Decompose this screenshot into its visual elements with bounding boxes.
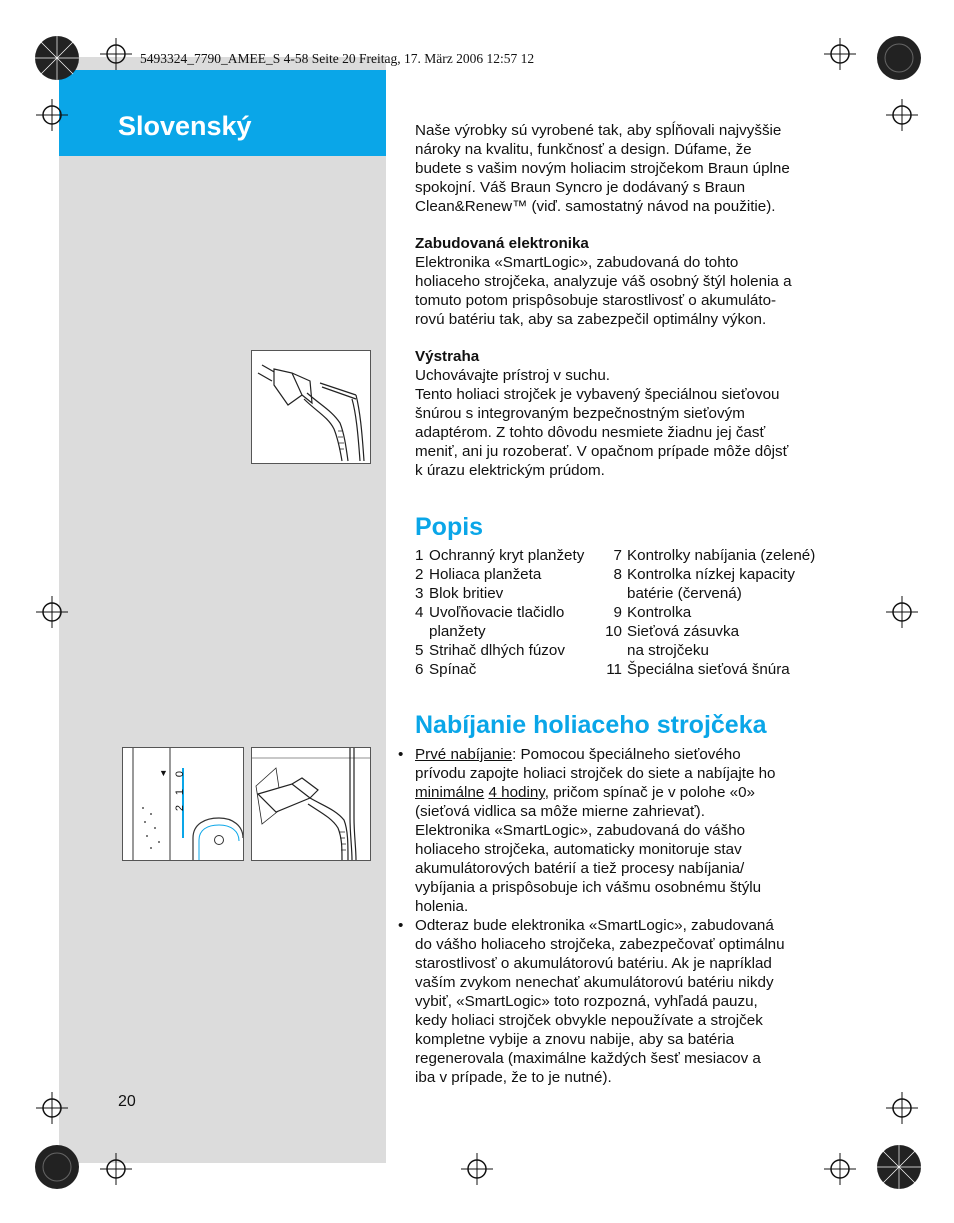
intro-line: spokojní. Váš Braun Syncro je dodávaný s Braun — [415, 179, 746, 196]
list-item: • Odteraz bude elektronika «SmartLogic», zabudovaná do vášho holiaceho strojčeka, zabezpečovať optimálnu starostlivosť o akumulátorovú batériu. Ak je napríklad vaším zvykom nenechať akumulátorovú batériu nikdy vybiť, «SmartLogic» toto rozpozná, vyhľadá pauzu, kedy holiaci strojček obvykle nepoužívate a strojček kompletne vybije a znovu nabije, aby sa batéria regenerovala (maximálne každých šesť mesiacov a iba v prípade, že to je nutné). — [398, 917, 785, 1086]
list-item-continuation — [415, 622, 584, 641]
switch-label-2: 2 — [174, 804, 187, 812]
warning-line: Uchovávajte prístroj v suchu. — [415, 367, 610, 384]
crosshair-icon — [36, 1092, 68, 1124]
minimum-label: minimálne — [415, 784, 485, 801]
plug-socket-figure — [251, 747, 371, 861]
hours-label: 4 hodiny — [488, 784, 545, 801]
list-item: • Prvé nabíjanie: Pomocou špeciálneho sieťového prívodu zapojte holiaci strojček do siete a nabíjajte ho minimálne 4 hodiny, pričom spínač je v polohe «0» (sieťová vidlica sa môže mierne zahrievať). Elektronika «SmartLogic», zabudovaná do vášho holiaceho strojčeka, automaticky monitoruje stav akumulátorových batérií a tiež procesy nabíjania/ vybíjania a prispôsobuje ich vášmu osobnému štýlu holenia. — [398, 746, 776, 915]
switch-label-1: 1 — [174, 788, 187, 796]
intro-paragraph — [415, 121, 845, 216]
list-item — [415, 565, 584, 584]
electronics-line: rovú batériu tak, aby sa zabezpečil optimálny výkon. — [415, 311, 767, 328]
item-text: planžety — [429, 623, 486, 640]
warning-line: šnúrou s integrovaným bezpečnostným sieťovým — [415, 405, 745, 422]
main-text-column — [415, 121, 845, 498]
crosshair-icon — [824, 1153, 856, 1185]
item-number: 1 — [415, 547, 424, 564]
warning-line: k úrazu elektrickým prúdom. — [415, 462, 605, 479]
item-text: Blok britiev — [429, 585, 504, 602]
language-title: Slovenský — [118, 111, 252, 141]
plug-socket-icon — [252, 748, 370, 860]
popis-title: Popis — [415, 513, 484, 541]
warning-line: meniť, ani ju rozoberať. V opačnom prípade môže dôjsť — [415, 443, 789, 460]
list-item — [598, 660, 815, 679]
item-number: 11 — [606, 661, 622, 678]
left-sidebar-panel — [59, 57, 386, 1163]
list-item-continuation — [598, 641, 815, 660]
crosshair-icon — [461, 1153, 493, 1185]
registration-circle-icon — [27, 1137, 87, 1197]
item-text: Uvoľňovacie tlačidlo — [429, 604, 565, 621]
item-number: 8 — [613, 566, 622, 583]
list-item — [598, 546, 815, 565]
warning-heading: Výstraha — [415, 348, 480, 365]
item-text: Kontrolka — [627, 604, 692, 621]
charging-instructions — [398, 745, 848, 1087]
first-charge-label: Prvé nabíjanie — [415, 746, 513, 763]
item-text: Holiaca planžeta — [429, 566, 542, 583]
charging-title: Nabíjanie holiaceho strojčeka — [415, 711, 767, 739]
item-number: 4 — [415, 604, 424, 621]
item-text: na strojčeku — [627, 642, 709, 659]
item-number: 6 — [415, 661, 424, 678]
list-item — [598, 565, 815, 584]
crosshair-icon — [824, 38, 856, 70]
intro-line: nároky na kvalitu, funkčnosť a design. Dúfame, že — [415, 141, 752, 158]
list-item — [415, 584, 584, 603]
item-number: 9 — [613, 604, 622, 621]
list-item — [415, 546, 584, 565]
registration-circle-icon — [869, 1137, 929, 1197]
electronics-heading: Zabudovaná elektronika — [415, 235, 589, 252]
list-item — [598, 603, 815, 622]
crosshair-icon — [886, 1092, 918, 1124]
crosshair-icon — [100, 1153, 132, 1185]
warning-section — [415, 347, 845, 480]
crosshair-icon — [100, 38, 132, 70]
crosshair-icon — [886, 99, 918, 131]
item-text: Špeciálna sieťová šnúra — [627, 661, 790, 678]
item-text: Ochranný kryt planžety — [429, 547, 585, 564]
item-number: 5 — [415, 642, 424, 659]
plug-cord-figure — [251, 350, 371, 464]
crosshair-icon — [36, 596, 68, 628]
list-item — [415, 603, 584, 622]
electronics-line: Elektronika «SmartLogic», zabudovaná do tohto — [415, 254, 739, 271]
intro-line: budete s vašim novým holiacim strojčekom Braun úplne — [415, 160, 790, 177]
list-item — [415, 660, 584, 679]
item-number: 10 — [605, 623, 622, 640]
bullet: • — [398, 746, 404, 763]
list-item — [598, 622, 815, 641]
registration-circle-icon — [27, 28, 87, 88]
page-number: 20 — [118, 1093, 136, 1110]
item-number: 3 — [415, 585, 424, 602]
electronics-section — [415, 234, 845, 329]
switch-label-0: 0 — [174, 770, 187, 778]
crosshair-icon — [886, 596, 918, 628]
list-item — [415, 641, 584, 660]
item-text: batérie (červená) — [627, 585, 742, 602]
warning-line: adaptérom. Z tohto dôvodu nesmiete žiadnu jej časť — [415, 424, 766, 441]
bullet: • — [398, 917, 404, 934]
popis-right-column — [598, 546, 815, 679]
intro-line: Naše výrobky sú vyrobené tak, aby spĺňovali najvyššie — [415, 122, 782, 139]
item-number: 2 — [415, 566, 424, 583]
crosshair-icon — [36, 99, 68, 131]
switch-position-figure — [122, 747, 244, 861]
electronics-line: tomuto potom prispôsobuje starostlivosť o akumuláto- — [415, 292, 777, 309]
switch-arrow: ▼ — [159, 768, 168, 778]
item-text: Sieťová zásuvka — [627, 623, 740, 640]
item-text: Strihač dlhých fúzov — [429, 642, 565, 659]
registration-circle-icon — [869, 28, 929, 88]
warning-line: Tento holiaci strojček je vybavený špeciálnou sieťovou — [415, 386, 780, 403]
electronics-line: holiaceho strojčeka, analyzuje váš osobný štýl holenia a — [415, 273, 792, 290]
list-item-continuation — [598, 584, 815, 603]
item-text: Kontrolka nízkej kapacity — [627, 566, 795, 583]
intro-line: Clean&Renew™ (viď. samostatný návod na použitie). — [415, 198, 776, 215]
item-text: Kontrolky nabíjania (zelené) — [627, 547, 816, 564]
plug-cord-icon — [252, 351, 370, 463]
item-number: 7 — [613, 547, 622, 564]
item-text: Spínač — [429, 661, 477, 678]
popis-left-column — [415, 546, 584, 679]
print-header-line: 5493324_7790_AMEE_S 4-58 Seite 20 Freitag, 17. März 2006 12:57 12 — [140, 51, 535, 66]
